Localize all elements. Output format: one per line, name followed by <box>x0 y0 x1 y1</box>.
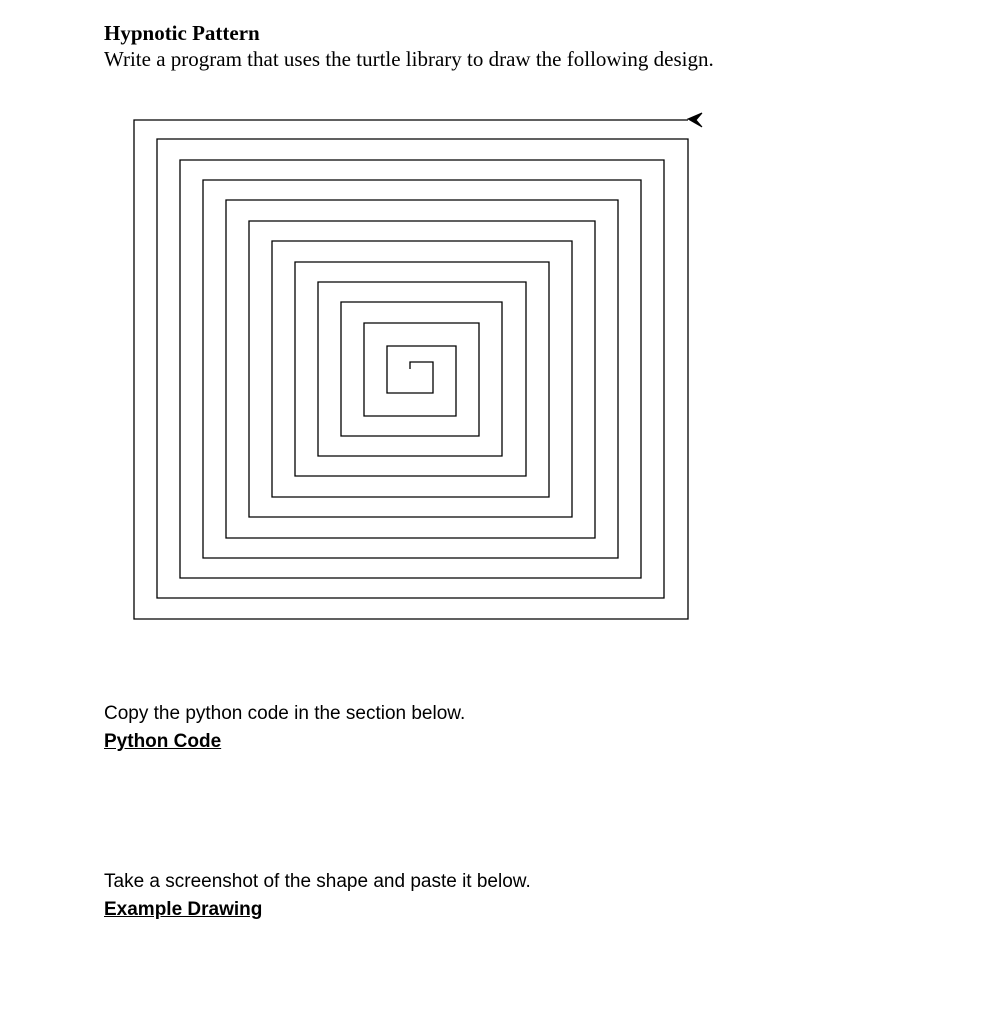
page-title: Hypnotic Pattern <box>104 21 260 45</box>
python-code-heading: Python Code <box>104 731 222 752</box>
instruction-text: Write a program that uses the turtle library to draw the following design. <box>104 47 714 71</box>
example-drawing-heading: Example Drawing <box>104 899 263 920</box>
turtle-arrow-icon <box>688 113 702 127</box>
spiral-path <box>134 120 688 619</box>
copy-code-instruction: Copy the python code in the section below. <box>104 703 466 724</box>
screenshot-instruction: Take a screenshot of the shape and paste it below. <box>104 871 531 892</box>
